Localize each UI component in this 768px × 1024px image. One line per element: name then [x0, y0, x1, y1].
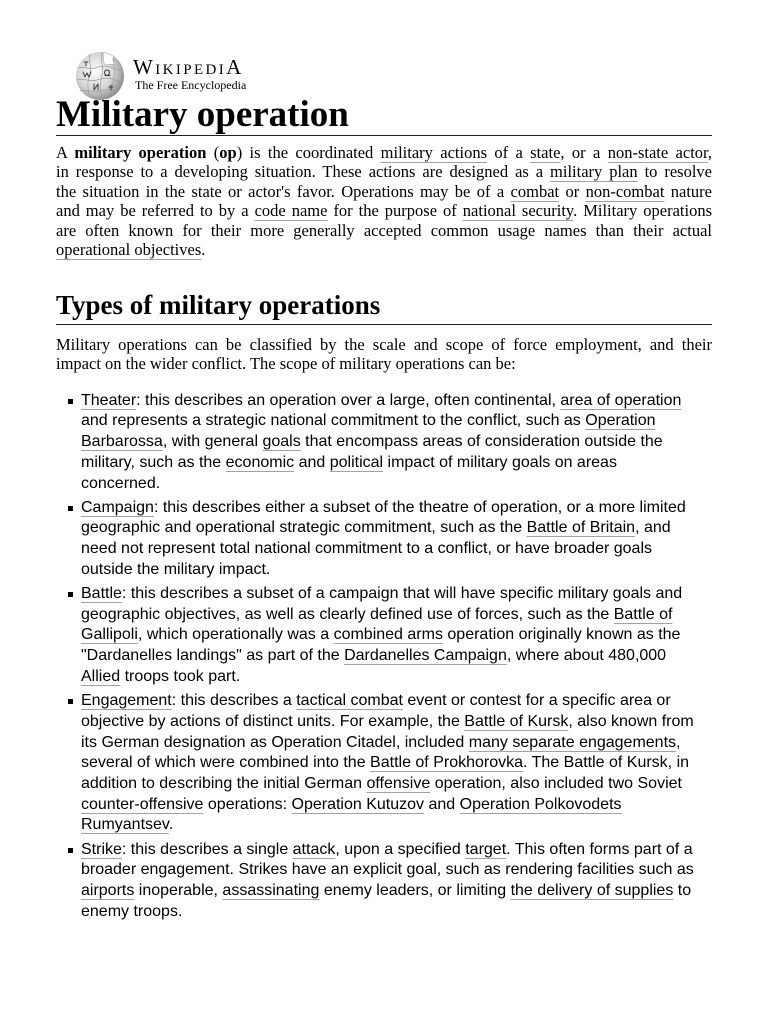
link-operation[interactable]: Operation — [585, 412, 656, 430]
wikipedia-tagline: The Free Encyclopedia — [135, 78, 247, 92]
text-run: are often known for their more generally accepted common usage names than their actual — [56, 220, 712, 240]
text-run: of a — [487, 143, 531, 162]
list-item — [81, 498, 712, 581]
text-line — [81, 753, 712, 774]
globe-sphere — [76, 52, 124, 100]
link-tactical-combat[interactable]: tactical combat — [296, 692, 403, 710]
text-run: impact on the wider conflict. The scope of military operations can be: — [56, 354, 516, 374]
text-run: troops took part. — [120, 667, 241, 685]
text-line — [56, 201, 712, 220]
bold-term: op — [219, 143, 237, 162]
link-battle[interactable]: Battle — [81, 585, 122, 603]
text-run: , also known from — [568, 712, 694, 730]
text-line — [56, 354, 712, 373]
link-offensive[interactable]: offensive — [366, 774, 431, 792]
text-run: operation, also included two Soviet — [430, 774, 682, 792]
link-operation-kutuzov[interactable]: Operation Kutuzov — [291, 795, 425, 813]
text-line — [81, 539, 712, 560]
link-theater[interactable]: Theater — [81, 391, 137, 409]
text-run: : this describes a — [171, 692, 297, 710]
text-run: ) is the coordinated — [236, 143, 381, 162]
list-item — [81, 691, 712, 836]
link-code-name[interactable]: code name — [254, 201, 328, 221]
list-item — [81, 840, 712, 923]
link-battle-of[interactable]: Battle of — [613, 605, 673, 623]
link-airports[interactable]: airports — [81, 881, 135, 899]
text-run: impact of military goals on areas — [383, 453, 617, 471]
section-heading: Types of military operations — [56, 290, 712, 325]
text-run: Military operations can be classified by the scale and scope of force employment, and their — [56, 334, 712, 354]
text-line — [81, 518, 712, 539]
text-line — [81, 667, 712, 688]
text-run: : this describes a single — [121, 840, 293, 858]
text-line — [81, 712, 712, 733]
text-line — [56, 182, 712, 201]
link-battle-of-prokhorovka[interactable]: Battle of Prokhorovka — [370, 754, 524, 772]
text-run: nature — [664, 181, 712, 201]
text-line — [56, 335, 712, 354]
text-run: , — [676, 733, 681, 751]
link-dardanelles-campaign[interactable]: Dardanelles Campaign — [344, 647, 507, 665]
text-run: enemy leaders, or limiting — [319, 881, 511, 899]
link-goals[interactable]: goals — [262, 433, 301, 451]
text-run: A — [56, 143, 75, 162]
wikipedia-wordmark: WikipediA — [133, 55, 244, 79]
text-line — [81, 605, 712, 626]
text-run: ( — [206, 143, 220, 162]
link-battle-of-kursk[interactable]: Battle of Kursk — [464, 712, 569, 730]
text-run: and represents a strategic national commitment to the conflict, such as — [81, 412, 586, 430]
text-run: operation originally known as the — [442, 626, 681, 644]
article-content — [56, 94, 712, 926]
link-state[interactable]: state — [530, 143, 561, 162]
link-attack[interactable]: attack — [292, 840, 336, 858]
square-bullet-icon — [68, 399, 73, 404]
text-line — [81, 815, 712, 836]
text-line — [81, 881, 712, 902]
text-line — [56, 240, 712, 259]
link-engagement[interactable]: Engagement — [81, 692, 172, 710]
text-line — [81, 453, 712, 474]
link-assassinating[interactable]: assassinating — [222, 881, 320, 899]
link-counter-offensive[interactable]: counter-offensive — [81, 795, 204, 813]
text-line — [56, 221, 712, 240]
link-combined-arms[interactable]: combined arms — [333, 626, 443, 644]
text-line — [81, 391, 712, 412]
text-run: , upon a specified — [335, 840, 466, 858]
text-run: in response to a developing situation. These actions are designed as a — [56, 162, 551, 182]
text-run: objective by actions of distinct units. For example, the — [81, 712, 465, 730]
text-run: , with general — [162, 433, 263, 451]
text-run: geographic and operational strategic commitment, such as the — [81, 519, 527, 537]
text-run: : this describes a subset of a campaign that will have specific military goals and — [121, 585, 683, 603]
intro-paragraph — [56, 143, 712, 259]
text-line — [81, 691, 712, 712]
text-line — [81, 432, 712, 453]
text-run: , and — [635, 519, 671, 537]
text-line — [81, 584, 712, 605]
text-line — [81, 625, 712, 646]
text-line — [81, 774, 712, 795]
link-target[interactable]: target — [465, 840, 507, 858]
square-bullet-icon — [68, 699, 73, 704]
text-run: and — [294, 453, 330, 471]
square-bullet-icon — [68, 506, 73, 511]
link-area-of-operation[interactable]: area of operation — [560, 391, 682, 409]
text-run: . Military operations — [573, 201, 712, 221]
text-run: , where about 480,000 — [506, 647, 667, 665]
list-item — [81, 391, 712, 495]
link-many-separate-engagements[interactable]: many separate engagements — [468, 733, 677, 751]
link-operation-polkovodets[interactable]: Operation Polkovodets — [459, 795, 622, 813]
list-item — [81, 584, 712, 688]
link-political[interactable]: political — [329, 453, 384, 471]
text-run: broader engagement. Strikes have an explicit goal, such as rendering facilities such as — [81, 861, 694, 879]
text-run: that encompass areas of consideration outside the — [300, 433, 663, 451]
text-line — [81, 498, 712, 519]
link-military-actions[interactable]: military actions — [380, 143, 488, 162]
text-line — [81, 840, 712, 861]
text-run: inoperable, — [134, 881, 223, 899]
text-run: . — [168, 816, 174, 834]
text-run: or — [559, 181, 586, 201]
link-the-delivery-of-supplies[interactable]: the delivery of supplies — [510, 881, 674, 899]
text-line — [81, 733, 712, 754]
text-run: , or a — [560, 143, 608, 162]
square-bullet-icon — [68, 592, 73, 597]
text-line — [81, 646, 712, 667]
text-run: , which operationally was a — [137, 626, 334, 644]
link-rumyantsev[interactable]: Rumyantsev — [81, 816, 169, 834]
text-run: military, such as the — [81, 453, 226, 471]
link-military-plan[interactable]: military plan — [550, 162, 638, 182]
text-run: . This often forms part of a — [506, 840, 693, 858]
text-line — [56, 143, 712, 162]
text-run: and may be referred to by a — [56, 201, 255, 221]
link-barbarossa[interactable]: Barbarossa — [81, 433, 163, 451]
link-allied[interactable]: Allied — [81, 667, 121, 685]
text-line — [81, 560, 712, 581]
text-run: , — [707, 143, 712, 162]
text-run: outside the military impact. — [81, 560, 271, 578]
link-non-state-actor[interactable]: non-state actor — [607, 143, 708, 162]
text-run: for the purpose of — [327, 201, 463, 221]
text-line — [81, 860, 712, 881]
text-run: several of which were combined into the — [81, 754, 371, 772]
text-run: : this describes an operation over a large, often continental, — [136, 391, 561, 409]
text-line — [81, 902, 712, 923]
link-battle-of-britain[interactable]: Battle of Britain — [526, 519, 636, 537]
link-strike[interactable]: Strike — [81, 840, 122, 858]
section-paragraph — [56, 335, 712, 374]
square-bullet-icon — [68, 848, 73, 853]
text-run: the situation in the state or actor's favor. Operations may be of a — [56, 181, 511, 201]
text-run: . The Battle of Kursk, in — [523, 754, 690, 772]
link-operational-objectives[interactable]: operational objectives — [56, 240, 202, 260]
page-title: Military operation — [56, 94, 712, 136]
text-run: to resolve — [637, 162, 712, 182]
link-non-combat[interactable]: non-combat — [585, 181, 665, 201]
operation-types-list — [56, 391, 712, 923]
bold-term: military operation — [74, 143, 207, 162]
text-run: concerned. — [81, 474, 161, 492]
text-run: addition to describing the initial German — [81, 774, 367, 792]
text-run: . — [201, 240, 206, 260]
text-run: "Dardanelles landings" as part of the — [81, 647, 345, 665]
text-run: geographic objectives, as well as clearly defined use of forces, such as the — [81, 605, 614, 623]
text-run: to — [673, 881, 692, 899]
text-line — [56, 162, 712, 181]
text-run: operations: — [203, 795, 292, 813]
text-run: and — [424, 795, 460, 813]
text-line — [81, 411, 712, 432]
link-economic[interactable]: economic — [225, 453, 295, 471]
link-national-security[interactable]: national security — [462, 201, 574, 221]
link-gallipoli[interactable]: Gallipoli — [81, 626, 138, 644]
text-run: its German designation as Operation Citadel, included — [81, 733, 469, 751]
text-line — [81, 474, 712, 495]
text-run: : this describes either a subset of the theatre of operation, or a more limited — [153, 498, 686, 516]
text-line — [81, 795, 712, 816]
text-run: event or contest for a specific area or — [402, 692, 671, 710]
link-combat[interactable]: combat — [510, 181, 560, 201]
text-run: enemy troops. — [81, 902, 183, 920]
link-campaign[interactable]: Campaign — [81, 498, 154, 516]
text-run: need not represent total national commitment to a conflict, or have broader goals — [81, 540, 652, 558]
